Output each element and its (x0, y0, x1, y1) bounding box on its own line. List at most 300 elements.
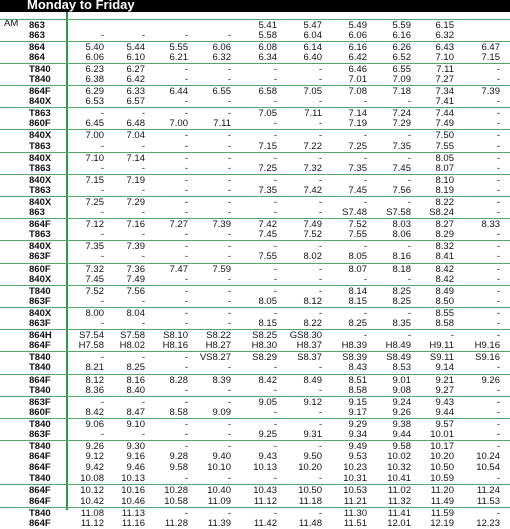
time-cell: 9.31 (303, 428, 322, 440)
route-number: 864F (29, 219, 51, 231)
route-number: 864F (29, 86, 51, 98)
time-cell: - (141, 184, 145, 196)
time-cell: 11.16 (121, 517, 145, 529)
table-row (0, 196, 510, 207)
time-cell: H8.49 (385, 340, 411, 352)
time-cell: - (496, 428, 500, 440)
time-cell: 10.54 (476, 462, 500, 474)
time-cell: 8.00 (85, 307, 104, 319)
time-cell: - (100, 295, 104, 307)
time-cell: 7.55 (258, 251, 277, 263)
time-cell: - (496, 63, 500, 75)
time-cell: - (273, 473, 277, 485)
time-cell: 11.09 (207, 495, 231, 507)
time-cell: - (184, 396, 188, 408)
time-cell: 7.09 (392, 73, 411, 85)
time-cell: 5.55 (169, 41, 188, 53)
route-number: 864F (29, 340, 51, 352)
time-cell: - (496, 285, 500, 297)
time-cell: - (227, 285, 231, 297)
time-cell: 8.25 (126, 362, 145, 374)
time-cell: - (318, 207, 322, 219)
time-cell: - (141, 295, 145, 307)
time-cell: - (363, 273, 367, 285)
time-cell: - (407, 307, 411, 319)
time-cell: - (496, 330, 500, 342)
time-cell: 11.24 (476, 485, 500, 497)
time-cell: - (227, 473, 231, 485)
time-cell: - (227, 152, 231, 164)
time-cell: - (407, 130, 411, 142)
time-cell: - (273, 63, 277, 75)
time-cell: S7.58 (386, 207, 411, 219)
route-number: 840X (29, 197, 52, 208)
time-cell: 9.09 (212, 406, 231, 418)
route-number: 864F (29, 495, 51, 507)
time-cell: - (184, 241, 188, 253)
time-cell: - (100, 229, 104, 241)
time-cell: 7.14 (348, 108, 367, 120)
time-cell: 5.40 (85, 41, 104, 53)
time-cell: 7.14 (126, 152, 145, 164)
time-cell: 8.33 (481, 219, 500, 231)
time-cell: - (363, 307, 367, 319)
time-cell: 7.25 (348, 140, 367, 152)
time-cell: 7.47 (169, 263, 188, 275)
time-cell: - (227, 96, 231, 108)
time-cell: 7.39 (212, 219, 231, 231)
table-row (0, 274, 510, 285)
route-number: 860F (29, 263, 51, 275)
time-cell: - (184, 285, 188, 297)
time-cell: - (318, 507, 322, 519)
time-cell: 10.23 (343, 462, 367, 474)
time-cell: 6.14 (303, 41, 322, 53)
time-cell: 10.16 (121, 485, 145, 497)
time-cell: S7.48 (342, 207, 367, 219)
time-cell: 7.16 (126, 219, 145, 231)
time-cell: 8.14 (348, 285, 367, 297)
time-cell: 8.22 (303, 318, 322, 330)
table-row (0, 19, 510, 30)
time-cell: - (496, 184, 500, 196)
table-row (0, 462, 510, 473)
time-cell: 8.16 (126, 374, 145, 386)
time-cell: 10.01 (430, 428, 454, 440)
time-cell: 7.49 (126, 273, 145, 285)
time-cell: 8.51 (348, 374, 367, 386)
time-cell: - (184, 63, 188, 75)
route-number: 864 (29, 41, 45, 53)
time-cell: - (318, 63, 322, 75)
route-number: 840X (29, 152, 52, 164)
time-cell: - (273, 241, 277, 253)
time-cell: 6.42 (348, 51, 367, 63)
time-cell: 7.49 (303, 219, 322, 231)
time-cell: 9.26 (85, 441, 104, 453)
time-cell: 7.29 (126, 197, 145, 208)
time-cell: 5.49 (348, 19, 367, 31)
time-cell: 7.39 (481, 86, 500, 98)
time-cell: 9.12 (303, 396, 322, 408)
time-cell: 7.25 (85, 197, 104, 208)
time-cell: 8.28 (169, 374, 188, 386)
time-cell: S8.25 (252, 330, 277, 342)
time-cell: 8.42 (85, 406, 104, 418)
time-cell: S9.16 (475, 352, 500, 364)
time-cell: - (227, 362, 231, 374)
time-cell: 9.42 (85, 462, 104, 474)
time-cell: 6.44 (169, 86, 188, 98)
time-cell: 9.08 (392, 384, 411, 396)
time-cell: 8.43 (348, 362, 367, 374)
time-cell: 6.23 (85, 63, 104, 75)
table-row (0, 240, 510, 251)
time-cell: 7.01 (348, 73, 367, 85)
time-cell: 6.15 (435, 19, 454, 31)
time-cell: 7.55 (348, 229, 367, 241)
route-number: 840X (29, 273, 52, 285)
time-cell: 10.12 (80, 485, 104, 497)
time-cell: - (100, 184, 104, 196)
time-cell: 6.52 (392, 51, 411, 63)
time-cell: - (227, 273, 231, 285)
time-cell: - (363, 241, 367, 253)
time-cell: 9.43 (435, 396, 454, 408)
table-row (0, 163, 510, 174)
time-cell: 6.55 (392, 63, 411, 75)
time-cell: 11.49 (430, 495, 454, 507)
time-cell: 12.01 (387, 517, 411, 529)
time-cell: 9.16 (126, 451, 145, 463)
time-cell: - (227, 29, 231, 41)
route-number: T840 (29, 63, 51, 75)
time-cell: 8.25 (392, 285, 411, 297)
time-cell: - (184, 130, 188, 142)
time-cell: 6.42 (126, 73, 145, 85)
time-cell: S9.11 (429, 352, 454, 364)
time-cell: 7.11 (436, 63, 454, 75)
time-cell: - (407, 152, 411, 164)
table-row (0, 340, 510, 351)
table-row (0, 440, 510, 451)
time-cell: 11.12 (80, 517, 104, 529)
time-cell: H8.27 (205, 340, 231, 352)
table-row (0, 473, 510, 484)
time-cell: - (496, 241, 500, 253)
route-number: T840 (29, 473, 51, 485)
time-cell: 7.00 (85, 130, 104, 142)
time-cell: - (496, 441, 500, 453)
time-cell: 8.15 (348, 295, 367, 307)
time-cell: 10.10 (207, 462, 231, 474)
time-cell: 8.12 (303, 295, 322, 307)
time-cell: 7.32 (303, 162, 322, 174)
time-cell: 6.40 (303, 51, 322, 63)
time-cell: 10.50 (298, 485, 322, 497)
route-number: 864F (29, 374, 51, 386)
time-cell: 6.06 (85, 51, 104, 63)
time-cell: - (496, 396, 500, 408)
time-cell: - (273, 130, 277, 142)
time-cell: 6.06 (348, 29, 367, 41)
time-cell: 5.59 (392, 19, 411, 31)
route-number: 863F (29, 318, 51, 330)
table-row (0, 484, 510, 495)
time-cell: 9.14 (435, 362, 454, 374)
route-number: T863 (29, 108, 51, 120)
time-cell: - (184, 352, 188, 364)
time-cell: 7.45 (258, 229, 277, 241)
time-cell: - (227, 418, 231, 430)
route-number: T840 (29, 352, 51, 364)
time-cell: 7.45 (392, 162, 411, 174)
time-cell: 6.38 (85, 73, 104, 85)
time-cell: - (496, 197, 500, 208)
time-cell: - (496, 273, 500, 285)
time-cell: - (273, 307, 277, 319)
time-cell: 7.19 (348, 118, 367, 130)
time-cell: 9.44 (435, 406, 454, 418)
route-number: 840X (29, 241, 52, 253)
time-cell: 8.58 (169, 406, 188, 418)
time-cell: - (496, 229, 500, 241)
time-cell: - (273, 285, 277, 297)
time-cell: 9.58 (169, 462, 188, 474)
route-number: 840X (29, 307, 52, 319)
time-cell: 11.59 (430, 507, 454, 519)
time-cell: 9.43 (258, 451, 277, 463)
table-row (0, 85, 510, 96)
time-cell: - (318, 406, 322, 418)
time-cell: 7.04 (126, 130, 145, 142)
route-number: 864F (29, 517, 51, 529)
table-row (0, 307, 510, 318)
time-cell: H9.16 (474, 340, 500, 352)
time-cell: - (496, 307, 500, 319)
time-cell: - (227, 162, 231, 174)
route-number: 863 (29, 207, 45, 219)
time-cell: - (184, 507, 188, 519)
time-cell: - (184, 140, 188, 152)
time-cell: 8.05 (348, 251, 367, 263)
time-cell: - (318, 384, 322, 396)
time-cell: 8.35 (392, 318, 411, 330)
time-cell: - (496, 418, 500, 430)
time-cell: - (184, 184, 188, 196)
table-row (0, 496, 510, 507)
time-cell: - (407, 96, 411, 108)
time-cell: S8.37 (297, 352, 322, 364)
time-cell: 8.04 (126, 307, 145, 319)
time-cell: - (496, 174, 500, 186)
table-row (0, 251, 510, 262)
time-cell: 7.15 (481, 51, 500, 63)
time-cell: 8.47 (126, 406, 145, 418)
time-cell: 8.05 (435, 152, 454, 164)
table-row (0, 218, 510, 229)
time-cell: 11.41 (387, 507, 411, 519)
route-number: T863 (29, 184, 51, 196)
table-row (0, 329, 510, 340)
time-cell: - (100, 318, 104, 330)
table-row (0, 385, 510, 396)
table-row (0, 96, 510, 107)
time-cell: 10.17 (430, 441, 454, 453)
time-cell: 6.04 (303, 29, 322, 41)
time-cell: - (184, 108, 188, 120)
time-cell: 8.07 (348, 263, 367, 275)
time-cell: 7.10 (435, 51, 454, 63)
time-cell: - (363, 174, 367, 186)
time-cell: - (141, 396, 145, 408)
time-cell: 7.24 (392, 108, 411, 120)
time-cell: S8.22 (206, 330, 231, 342)
time-cell: 12.23 (476, 517, 500, 529)
table-row (0, 396, 510, 407)
time-cell: - (273, 273, 277, 285)
time-cell: - (407, 273, 411, 285)
time-cell: S7.58 (120, 330, 145, 342)
time-cell: 10.31 (343, 473, 367, 485)
route-number: 860F (29, 118, 51, 130)
time-cell: 7.42 (258, 219, 277, 231)
time-cell: - (227, 108, 231, 120)
time-cell: 8.49 (303, 374, 322, 386)
time-cell: 5.58 (258, 29, 277, 41)
time-cell: - (184, 251, 188, 263)
time-cell: 9.46 (126, 462, 145, 474)
table-row (0, 174, 510, 185)
time-cell: - (496, 406, 500, 418)
time-cell: - (184, 318, 188, 330)
time-cell: H8.30 (251, 340, 277, 352)
time-cell: 10.02 (387, 451, 411, 463)
route-number: 864H (29, 330, 52, 342)
time-cell: - (184, 418, 188, 430)
time-cell: 7.35 (85, 241, 104, 253)
time-cell: - (273, 96, 277, 108)
time-cell: 10.20 (298, 462, 322, 474)
time-cell: - (184, 162, 188, 174)
time-cell: - (318, 152, 322, 164)
time-cell: 7.15 (85, 174, 104, 186)
time-cell: - (363, 130, 367, 142)
time-cell: H8.37 (296, 340, 322, 352)
time-cell: 7.18 (392, 86, 411, 98)
table-row (0, 41, 510, 52)
route-number: 864F (29, 462, 51, 474)
time-cell: 6.33 (126, 86, 145, 98)
time-cell: - (407, 330, 411, 342)
time-cell: 7.49 (435, 118, 454, 130)
time-cell: - (100, 207, 104, 219)
table-row (0, 74, 510, 85)
time-cell: - (184, 174, 188, 186)
time-cell: - (227, 295, 231, 307)
time-cell: - (227, 307, 231, 319)
time-cell: - (227, 507, 231, 519)
time-cell: 5.44 (126, 41, 145, 53)
time-cell: - (496, 318, 500, 330)
time-cell: 11.12 (253, 495, 277, 507)
time-cell: 9.28 (169, 451, 188, 463)
time-cell: - (227, 140, 231, 152)
time-cell: 7.45 (85, 273, 104, 285)
time-cell: - (318, 263, 322, 275)
time-cell: 9.57 (435, 418, 454, 430)
time-cell: VS8.27 (199, 352, 231, 364)
route-number: 863F (29, 251, 51, 263)
route-number: 840X (29, 130, 52, 142)
time-cell: - (318, 118, 322, 130)
time-cell: 7.10 (85, 152, 104, 164)
period-label: AM (4, 18, 19, 29)
time-cell: 8.25 (392, 295, 411, 307)
table-row (0, 429, 510, 440)
time-cell: 7.36 (126, 263, 145, 275)
route-number: T863 (29, 140, 51, 152)
time-cell: - (227, 73, 231, 85)
time-cell: - (318, 241, 322, 253)
timetable-title: Monday to Friday (27, 0, 135, 12)
time-cell: 8.18 (392, 263, 411, 275)
time-cell: - (227, 229, 231, 241)
time-cell: - (141, 251, 145, 263)
time-cell: - (227, 174, 231, 186)
time-cell: 7.52 (85, 285, 104, 297)
time-cell: - (141, 229, 145, 241)
table-row (0, 207, 510, 218)
time-cell: 10.40 (207, 485, 231, 497)
time-cell: 11.53 (476, 495, 500, 507)
time-cell: - (184, 273, 188, 285)
time-cell: - (100, 162, 104, 174)
time-cell: 8.29 (435, 229, 454, 241)
time-cell: - (273, 507, 277, 519)
table-row (0, 229, 510, 240)
time-cell: - (318, 273, 322, 285)
time-cell: 8.06 (392, 229, 411, 241)
table-row (0, 374, 510, 385)
time-cell: - (184, 207, 188, 219)
time-cell: - (227, 428, 231, 440)
time-cell: - (318, 418, 322, 430)
route-number: T840 (29, 285, 51, 297)
time-cell: - (496, 73, 500, 85)
table-row (0, 118, 510, 129)
time-cell: S8.10 (163, 330, 188, 342)
time-cell: 6.10 (126, 51, 145, 63)
time-cell: 6.47 (481, 41, 500, 53)
time-cell: - (184, 197, 188, 208)
time-cell: - (184, 295, 188, 307)
time-cell: 7.44 (435, 108, 454, 120)
time-cell: 8.55 (435, 307, 454, 319)
time-cell: 11.32 (387, 495, 411, 507)
time-cell: 9.27 (435, 384, 454, 396)
time-cell: 10.46 (121, 495, 145, 507)
time-cell: 9.50 (303, 451, 322, 463)
route-number: 863 (29, 19, 45, 31)
table-row (0, 362, 510, 373)
time-cell: 8.22 (435, 197, 454, 208)
time-cell: - (363, 197, 367, 208)
table-row (0, 129, 510, 140)
time-cell: 7.27 (169, 219, 188, 231)
time-cell: 9.26 (392, 406, 411, 418)
time-cell: 7.15 (258, 140, 277, 152)
